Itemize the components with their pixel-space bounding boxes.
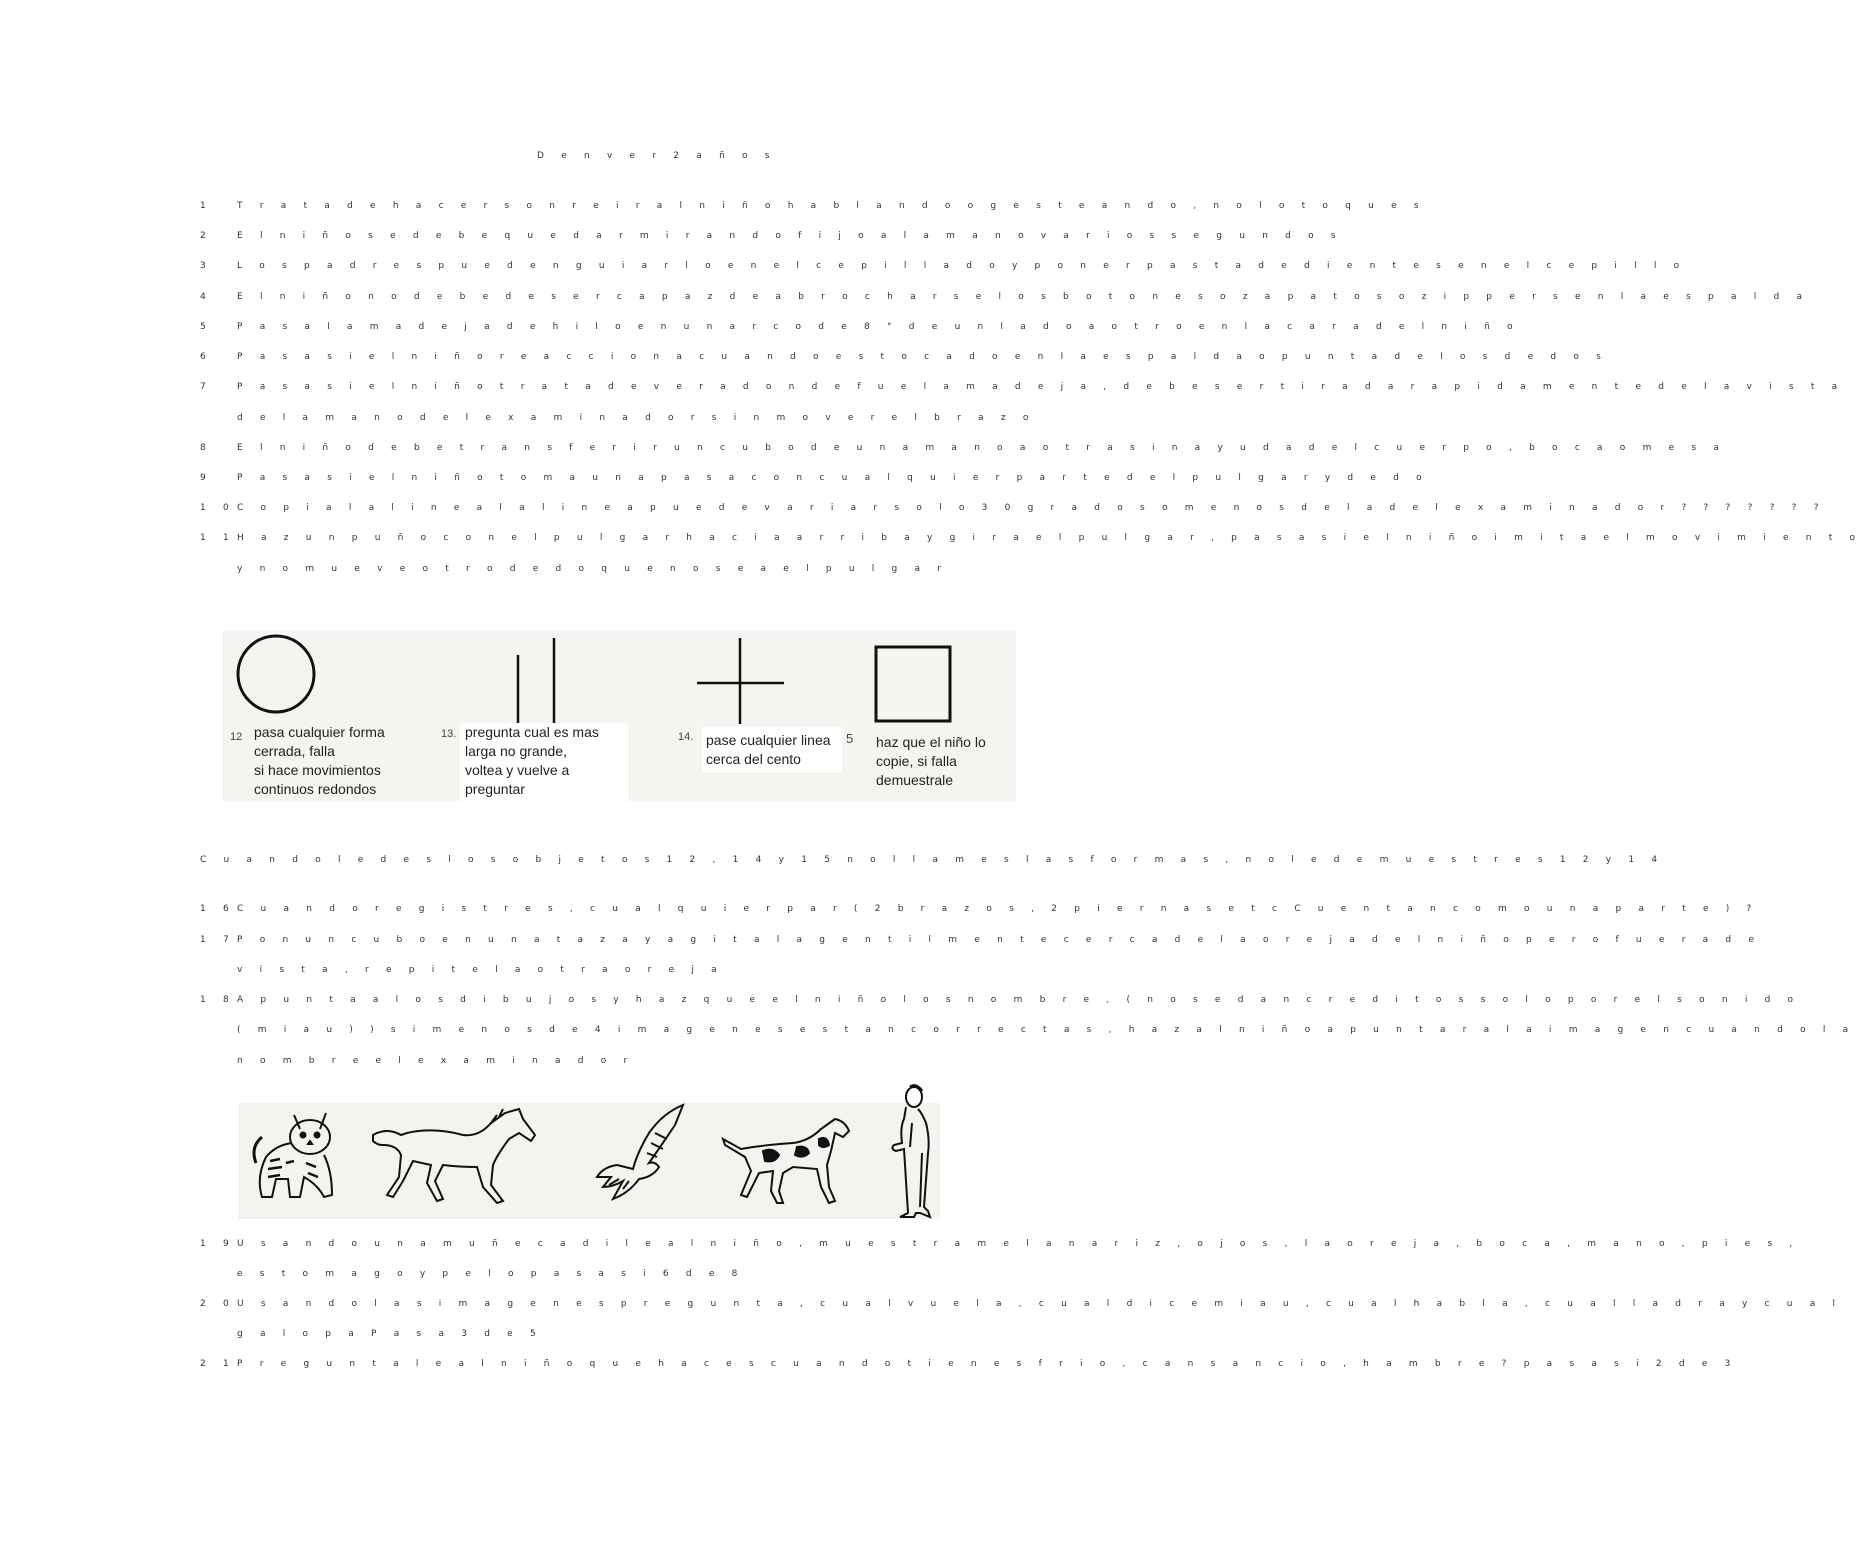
item-text-continued: n o m b r e e l e x a m i n a d o r — [237, 1056, 633, 1066]
figure-15-caption — [876, 733, 986, 790]
item-text-continued: y n o m u e v e o t r o d e d o q u e n o s e a e l p u l g a r — [237, 564, 947, 574]
item-text: E l n i ñ o s e d e b e q u e d a r m i r a n d o f i j o a l a m a n o v a r i o s s e g u n d o s — [237, 231, 1341, 241]
item-number: 1 6 — [200, 904, 234, 914]
item-number: 1 1 — [200, 533, 234, 543]
caption-line: copie, si falla — [876, 753, 957, 769]
figure-14-number: 14. — [678, 731, 694, 743]
figure-13-number: 13. — [441, 728, 457, 740]
caption-line: pasa cualquier forma — [254, 724, 385, 740]
figure-13-caption — [465, 723, 599, 799]
item-text: P a s a s i e l n i ñ o t r a t a d e v e r a d o n d e f u e l a m a d e j a , d e b e s e r t i r a d a r a p i d a m e n t e d e l a v i s t a — [237, 382, 1843, 392]
caption-line: preguntar — [465, 781, 525, 797]
caption-line: si hace movimientos — [254, 762, 381, 778]
caption-line: voltea y vuelve a — [465, 762, 570, 778]
shapes-figure — [222, 631, 1016, 801]
figure-14-caption — [706, 731, 831, 769]
dog-picture — [723, 1111, 853, 1206]
item-text-continued: d e l a m a n o d e l e x a m i n a d o r s i n m o v e r e l b r a z o — [237, 413, 1034, 423]
item-number: 2 1 — [200, 1359, 234, 1369]
caption-line: larga no grande, — [465, 743, 567, 759]
item-text: A p u n t a a l o s d i b u j o s y h a z q u e e l n i ñ o l o s n o m b r e , ( n o s e d a n c r e d i t o s s o l o p o r e l s o n i d o — [237, 995, 1799, 1005]
item-text: L o s p a d r e s p u e d e n g u i a r l o e n e l c e p i l l a d o y p o n e r p a s t a d e d i e n t e s e n e l c e p i l l o — [237, 261, 1685, 271]
item-number: 2 0 — [200, 1299, 234, 1309]
item-text: C o p i a l a l i n e a l a l i n e a p u e d e v a r i a r s o l o 3 0 g r a d o s o m e n o s d e l a d e l e x a m i n a d o r ? ? ? ? ? ? ? — [237, 503, 1824, 513]
item-text: E l n i ñ o n o d e b e d e s e r c a p a z d e a b r o c h a r s e l o s b o t o n e s o z a p a t o s o z i p p e r s e n l a e s p a l d a — [237, 292, 1808, 302]
item-number: 8 — [200, 443, 211, 453]
item-text-continued: e s t o m a g o y p e l o p a s a s i 6 d e 8 — [237, 1269, 743, 1279]
item-text: C u a n d o r e g i s t r e s , c u a l q u i e r p a r ( 2 b r a z o s , 2 p i e r n a s e t c C u e n t a n c o m o u n a p a r t e ) ? — [237, 904, 1757, 914]
animal-pictures — [238, 1103, 940, 1219]
item-text: P r e g u n t a l e a l n i ñ o q u e h a c e s c u a n d o t i e n e s f r i o , c a n s a n c i o , h a m b r e ? p a s a s i 2 d e 3 — [237, 1359, 1736, 1369]
item-number: 1 9 — [200, 1239, 234, 1249]
figure-15-number: 5 — [846, 731, 854, 746]
item-text: P o n u n c u b o e n u n a t a z a y a g i t a l a g e n t i l m e n t e c e r c a d e l a o r e j a d e l n i ñ o p e r o f u e r a d e — [237, 935, 1760, 945]
caption-line: pase cualquier linea — [706, 732, 831, 748]
caption-line: haz que el niño lo — [876, 734, 986, 750]
caption-line: demuestrale — [876, 772, 954, 788]
caption-line: cerrada, falla — [254, 743, 335, 759]
item-number: 1 0 — [200, 503, 234, 513]
figure-12-number: 12 — [230, 731, 243, 743]
man-picture — [886, 1083, 936, 1221]
item-text: E l n i ñ o d e b e t r a n s f e r i r u n c u b o d e u n a m a n o a o t r a s i n a y u d a d e l c u e r p o , b o c a o m e s a — [237, 443, 1725, 453]
instruction-note: C u a n d o l e d e s l o s o b j e t o s 1 2 , 1 4 y 1 5 n o l l a m e s l a s f o r m a s , n o l e d e m u e s t r e s 1 2 y 1 4 — [200, 855, 1663, 865]
item-text: H a z u n p u ñ o c o n e l p u l g a r h a c i a a r r i b a y g i r a e l p u l g a r , p a s a s i e l n i ñ o i m i t a e l m o v i m i e n t o — [237, 533, 1860, 543]
circle-shape — [238, 636, 314, 712]
item-number: 6 — [200, 352, 211, 362]
item-number: 1 8 — [200, 995, 234, 1005]
caption-line: pregunta cual es mas — [465, 724, 599, 740]
cat-picture — [246, 1107, 336, 1207]
item-number: 1 7 — [200, 935, 234, 945]
page-title: D e n v e r 2 a ñ o s — [537, 151, 775, 161]
item-number: 7 — [200, 382, 211, 392]
item-number: 4 — [200, 292, 211, 302]
item-number: 9 — [200, 473, 211, 483]
item-text: P a s a s i e l n i ñ o r e a c c i o n a c u a n d o e s t o c a d o e n l a e s p a l d a o p u n t a d e l o s d e d o s — [237, 352, 1607, 362]
item-text-continued: g a l o p a P a s a 3 d e 5 — [237, 1329, 541, 1339]
figure-12-caption — [254, 723, 385, 799]
item-text: P a s a s i e l n i ñ o t o m a u n a p a s a c o n c u a l q u i e r p a r t e d e l p u l g a r y d e d o — [237, 473, 1427, 483]
item-text: U s a n d o l a s i m a g e n e s p r e g u n t a , c u a l v u e l a , c u a l d i c e m i a u , c u a l h a b l a , c u a l l a d r a y c u a l — [237, 1299, 1841, 1309]
item-text: P a s a l a m a d e j a d e h i l o e n u n a r c o d e 8 ° d e u n l a d o a o t r o e n l a c a r a d e l n i ñ o — [237, 322, 1518, 332]
item-number: 5 — [200, 322, 211, 332]
item-text-continued: v i s t a , r e p i t e l a o t r a o r e j a — [237, 965, 722, 975]
item-number: 3 — [200, 261, 211, 271]
item-text: U s a n d o u n a m u ñ e c a d i l e a l n i ñ o , m u e s t r a m e l a n a r i z , o j o s , l a o r e j a , b o c a , m a n o , p i e s , — [237, 1239, 1798, 1249]
caption-line: continuos redondos — [254, 781, 377, 797]
item-number: 2 — [200, 231, 211, 241]
item-text-continued: ( m i a u ) ) s i m e n o s d e 4 i m a g e n e s e s t a n c o r r e c t a s , h a z a l n i ñ o a p u n t a r a l a i m a g e n c u a n d o l a — [237, 1025, 1854, 1035]
square-shape — [876, 647, 950, 721]
caption-line: cerca del cento — [706, 751, 801, 767]
item-text: T r a t a d e h a c e r s o n r e i r a l n i ñ o h a b l a n d o o g e s t e a n d o , n o l o t o q u e s — [237, 201, 1424, 211]
bird-picture — [593, 1103, 693, 1213]
horse-picture — [373, 1105, 543, 1209]
item-number: 1 — [200, 201, 211, 211]
